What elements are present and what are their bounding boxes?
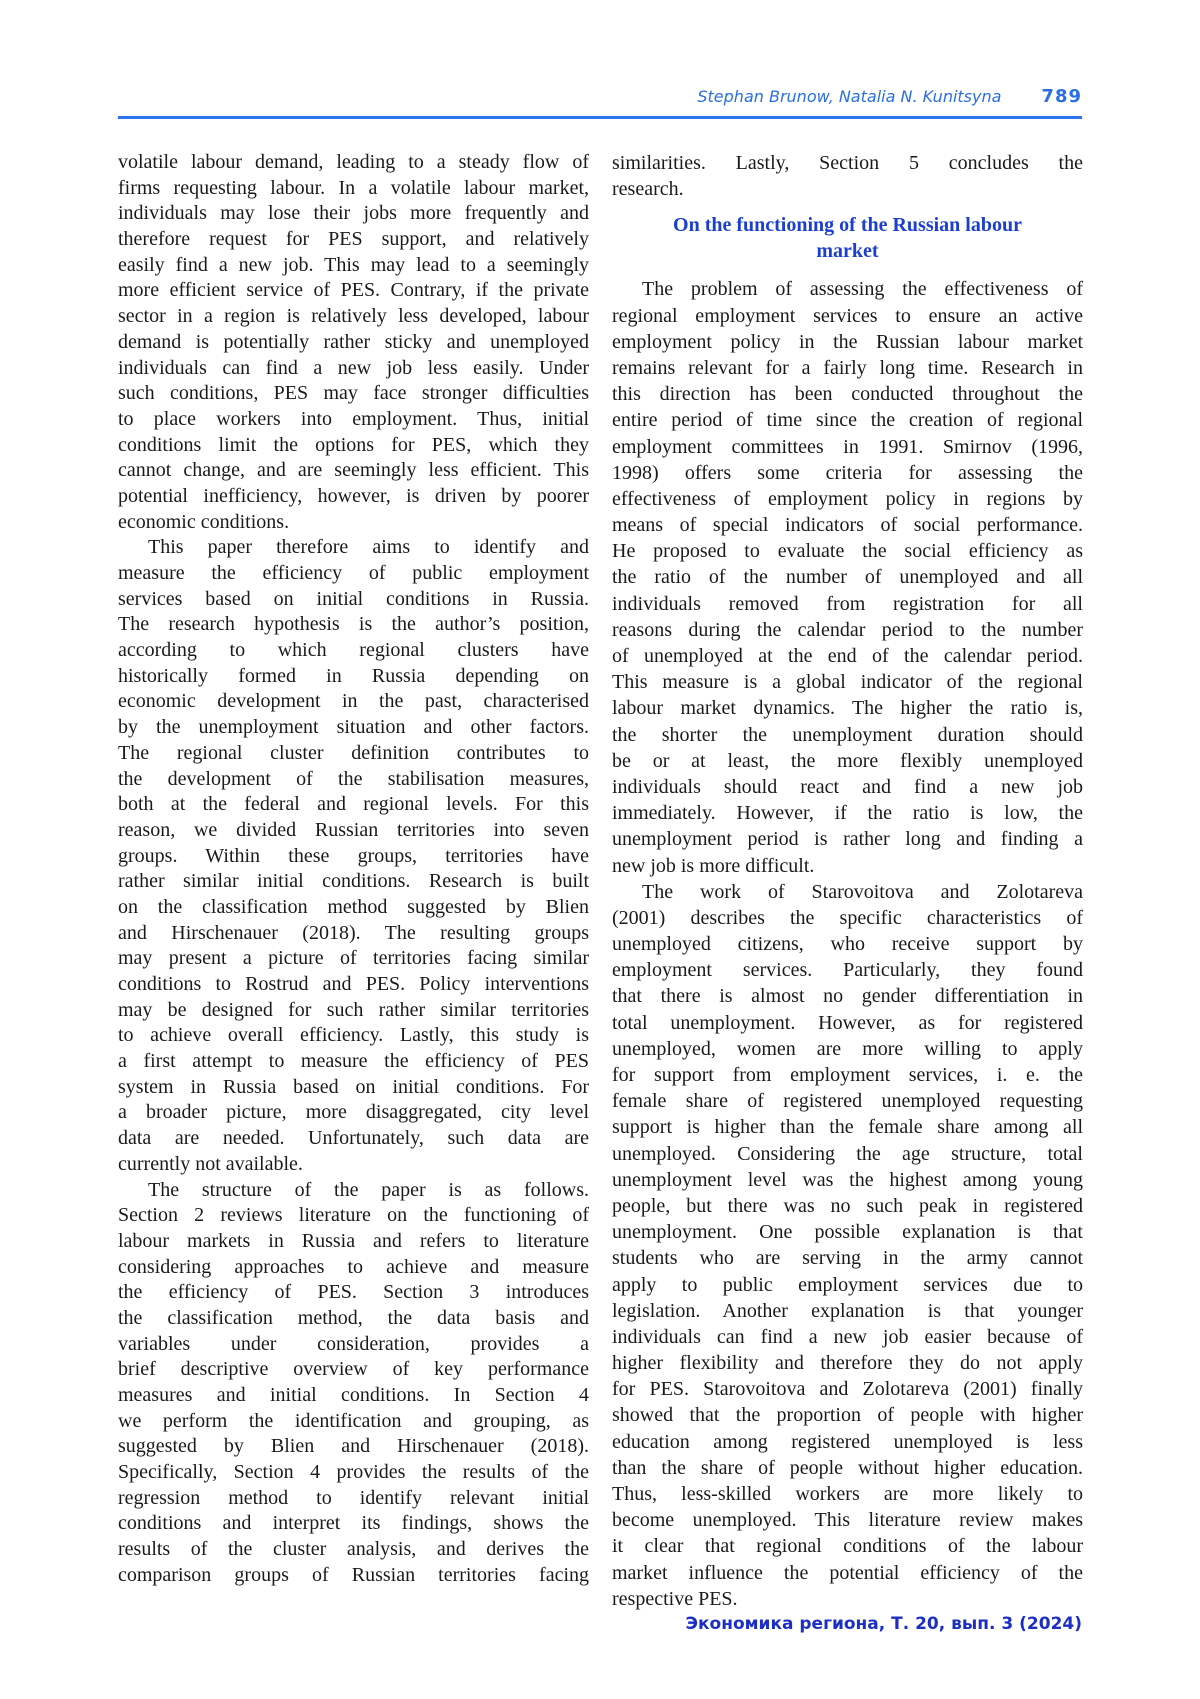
text-line: therefore request for PES support, and relatively <box>118 228 589 251</box>
text-line: unemployment period is rather long and finding a <box>612 828 1083 851</box>
text-line: support is higher than the female share among all <box>612 1116 1083 1139</box>
text-line: and Hirschenauer (2018). The resulting groups <box>118 921 589 944</box>
text-line: of unemployed at the end of the calendar period. <box>612 645 1083 667</box>
text-line: currently not available. <box>118 1152 303 1175</box>
text-line: (2001) describes the specific characteristics of <box>612 906 1083 929</box>
text-line: students who are serving in the army cannot <box>612 1247 1083 1270</box>
text-line: reasons during the calendar period to the number <box>612 618 1083 641</box>
text-line: employment services. Particularly, they found <box>612 959 1083 982</box>
text-line: brief descriptive overview of key performance <box>118 1358 589 1381</box>
text-line: immediately. However, if the ratio is low, the <box>612 802 1083 825</box>
text-line: comparison groups of Russian territories facing <box>118 1563 589 1586</box>
text-line: 1998) offers some criteria for assessing the <box>612 461 1083 484</box>
text-line: we perform the identification and grouping, as <box>118 1409 589 1432</box>
running-header <box>118 86 1082 114</box>
text-line: data are needed. Unfortunately, such data are <box>118 1127 589 1150</box>
paragraph <box>118 1178 589 1589</box>
text-line: remains relevant for a fairly long time. Research in <box>612 356 1083 379</box>
text-line: that there is almost no gender differentiation in <box>612 985 1083 1008</box>
text-line: cannot change, and are seemingly less efficient. This <box>118 459 589 482</box>
text-line: The regional cluster definition contributes to <box>118 741 589 764</box>
text-line: may present a picture of territories facing similar <box>118 947 589 970</box>
text-line: conditions limit the options for PES, which they <box>118 433 589 456</box>
text-line: total unemployment. However, as for registered <box>612 1011 1083 1034</box>
text-line: The research hypothesis is the author’s position, <box>118 613 589 636</box>
paragraph <box>612 150 1083 202</box>
text-line: female share of registered unemployed requesting <box>612 1090 1083 1113</box>
text-line: services based on initial conditions in Russia. <box>118 587 589 610</box>
text-line: on the classification method suggested by Blien <box>118 895 589 918</box>
text-line: higher flexibility and therefore they do not apply <box>612 1352 1083 1375</box>
journal-footer: Экономика региона, Т. 20, вып. 3 (2024) <box>685 1614 1082 1634</box>
text-line: for support from employment services, i. e. the <box>612 1064 1083 1086</box>
page-number: 789 <box>1041 86 1082 107</box>
text-line: people, but there was no such peak in registered <box>612 1194 1083 1217</box>
text-line: individuals can find a new job easier because of <box>612 1325 1083 1348</box>
text-line: similarities. Lastly, Section 5 concludes the <box>612 152 1083 174</box>
text-line: the shorter the unemployment duration should <box>612 723 1083 746</box>
text-line: this direction has been conducted throughout the <box>612 383 1083 406</box>
text-line: The problem of assessing the effectiveness of <box>642 278 1083 301</box>
intro-paragraph <box>612 150 1083 202</box>
header-rule <box>118 116 1082 119</box>
section-heading-line: market <box>816 240 879 263</box>
text-line: than the share of people without higher education. <box>612 1456 1083 1479</box>
text-line: This paper therefore aims to identify and <box>148 536 589 559</box>
text-line: demand is potentially rather sticky and unemployed <box>118 330 589 353</box>
text-line: market influence the potential efficiency of the <box>612 1561 1083 1584</box>
text-line: to place workers into employment. Thus, initial <box>118 407 589 430</box>
text-line: labour market dynamics. The higher the ratio is, <box>612 697 1083 720</box>
text-line: regional employment services to ensure an active <box>612 304 1083 327</box>
text-line: respective PES. <box>612 1587 738 1610</box>
text-line: by the unemployment situation and other factors. <box>118 716 589 739</box>
text-line: The work of Starovoitova and Zolotareva <box>642 880 1083 903</box>
text-line: unemployment level was the highest among young <box>612 1168 1083 1191</box>
text-line: groups. Within these groups, territories have <box>118 844 589 867</box>
header-authors: Stephan Brunow, Natalia N. Kunitsyna <box>697 87 1002 106</box>
text-line: results of the cluster analysis, and derives the <box>118 1538 589 1561</box>
text-line: conditions to Rostrud and PES. Policy interventions <box>118 973 589 995</box>
text-line: entire period of time since the creation of regional <box>612 409 1083 432</box>
text-line: easily find a new job. This may lead to a seemingly <box>118 253 589 276</box>
text-line: effectiveness of employment policy in regions by <box>612 487 1083 510</box>
text-line: economic conditions. <box>118 510 290 533</box>
text-line: considering approaches to achieve and measure <box>118 1255 589 1278</box>
text-line: employment committees in 1991. Smirnov (1996, <box>612 435 1083 458</box>
text-line: according to which regional clusters have <box>118 639 589 662</box>
text-line: it clear that regional conditions of the labour <box>612 1535 1083 1558</box>
text-line: the ratio of the number of unemployed and all <box>612 566 1083 589</box>
section-heading <box>612 212 1083 264</box>
text-line: the classification method, the data basis and <box>118 1306 589 1329</box>
paragraph <box>118 150 589 535</box>
text-line: to achieve overall efficiency. Lastly, this study is <box>118 1024 589 1047</box>
text-line: Specifically, Section 4 provides the results of the <box>118 1461 589 1484</box>
text-line: legislation. Another explanation is that younger <box>612 1299 1083 1322</box>
text-line: such conditions, PES may face stronger difficulties <box>118 382 589 405</box>
right-column <box>612 150 1083 1612</box>
text-line: apply to public employment services due to <box>612 1273 1083 1296</box>
text-line: historically formed in Russia depending on <box>118 664 589 687</box>
text-line: The structure of the paper is as follows. <box>148 1178 589 1201</box>
text-line: the efficiency of PES. Section 3 introduces <box>118 1281 589 1304</box>
text-line: suggested by Blien and Hirschenauer (2018). <box>118 1435 589 1458</box>
text-line: Section 2 reviews literature on the functioning of <box>118 1204 589 1227</box>
text-line: unemployed. Considering the age structure, total <box>612 1142 1083 1165</box>
text-line: for PES. Starovoitova and Zolotareva (2001) finally <box>612 1378 1083 1401</box>
text-line: system in Russia based on initial conditions. For <box>118 1075 589 1098</box>
text-line: individuals removed from registration for all <box>612 592 1083 615</box>
text-line: individuals can find a new job less easily. Under <box>118 356 589 379</box>
paragraph <box>118 535 589 1177</box>
text-line: may be designed for such rather similar territories <box>118 998 589 1021</box>
text-line: sector in a region is relatively less developed, labour <box>118 305 589 328</box>
text-line: a broader picture, more disaggregated, city level <box>118 1101 589 1124</box>
text-line: measure the efficiency of public employment <box>118 562 589 584</box>
text-line: rather similar initial conditions. Research is built <box>118 870 589 893</box>
text-line: more efficient service of PES. Contrary, if the private <box>118 279 589 302</box>
text-line: regression method to identify relevant initial <box>118 1486 589 1509</box>
text-line: become unemployed. This literature review makes <box>612 1509 1083 1532</box>
text-line: be or at least, the more flexibly unemployed <box>612 749 1083 772</box>
text-line: unemployed citizens, who receive support by <box>612 933 1083 956</box>
text-line: He proposed to evaluate the social efficiency as <box>612 540 1083 563</box>
text-line: economic development in the past, characterised <box>118 690 589 713</box>
text-line: unemployment. One possible explanation is that <box>612 1221 1083 1244</box>
section-heading-line: On the functioning of the Russian labour <box>673 214 1022 237</box>
text-line: unemployed, women are more willing to apply <box>612 1037 1083 1060</box>
text-line: new job is more difficult. <box>612 854 815 877</box>
text-line: potential inefficiency, however, is driven by poorer <box>118 484 589 507</box>
text-line: variables under consideration, provides a <box>118 1332 589 1355</box>
text-line: measures and initial conditions. In Section 4 <box>118 1384 589 1406</box>
text-line: research. <box>612 178 684 201</box>
left-column <box>118 150 589 1589</box>
text-line: employment policy in the Russian labour market <box>612 330 1083 353</box>
text-line: reason, we divided Russian territories into seven <box>118 818 589 841</box>
text-line: individuals should react and find a new job <box>612 775 1083 798</box>
text-line: individuals may lose their jobs more frequently and <box>118 202 589 225</box>
text-line: Thus, less-skilled workers are more likely to <box>612 1483 1083 1505</box>
paragraph <box>612 879 1083 1612</box>
text-line: volatile labour demand, leading to a steady flow of <box>118 151 589 173</box>
text-line: education among registered unemployed is less <box>612 1430 1083 1453</box>
text-line: conditions and interpret its findings, shows the <box>118 1512 589 1535</box>
text-line: both at the federal and regional levels. For this <box>118 793 589 816</box>
text-line: showed that the proportion of people with higher <box>612 1404 1083 1427</box>
text-line: This measure is a global indicator of the regional <box>612 671 1083 694</box>
text-line: labour markets in Russia and refers to literature <box>118 1229 589 1252</box>
text-line: a first attempt to measure the efficiency of PES <box>118 1050 589 1073</box>
text-line: the development of the stabilisation measures, <box>118 767 589 790</box>
text-line: firms requesting labour. In a volatile labour market, <box>118 176 589 199</box>
text-line: means of special indicators of social performance. <box>612 514 1083 537</box>
paragraph <box>612 276 1083 878</box>
